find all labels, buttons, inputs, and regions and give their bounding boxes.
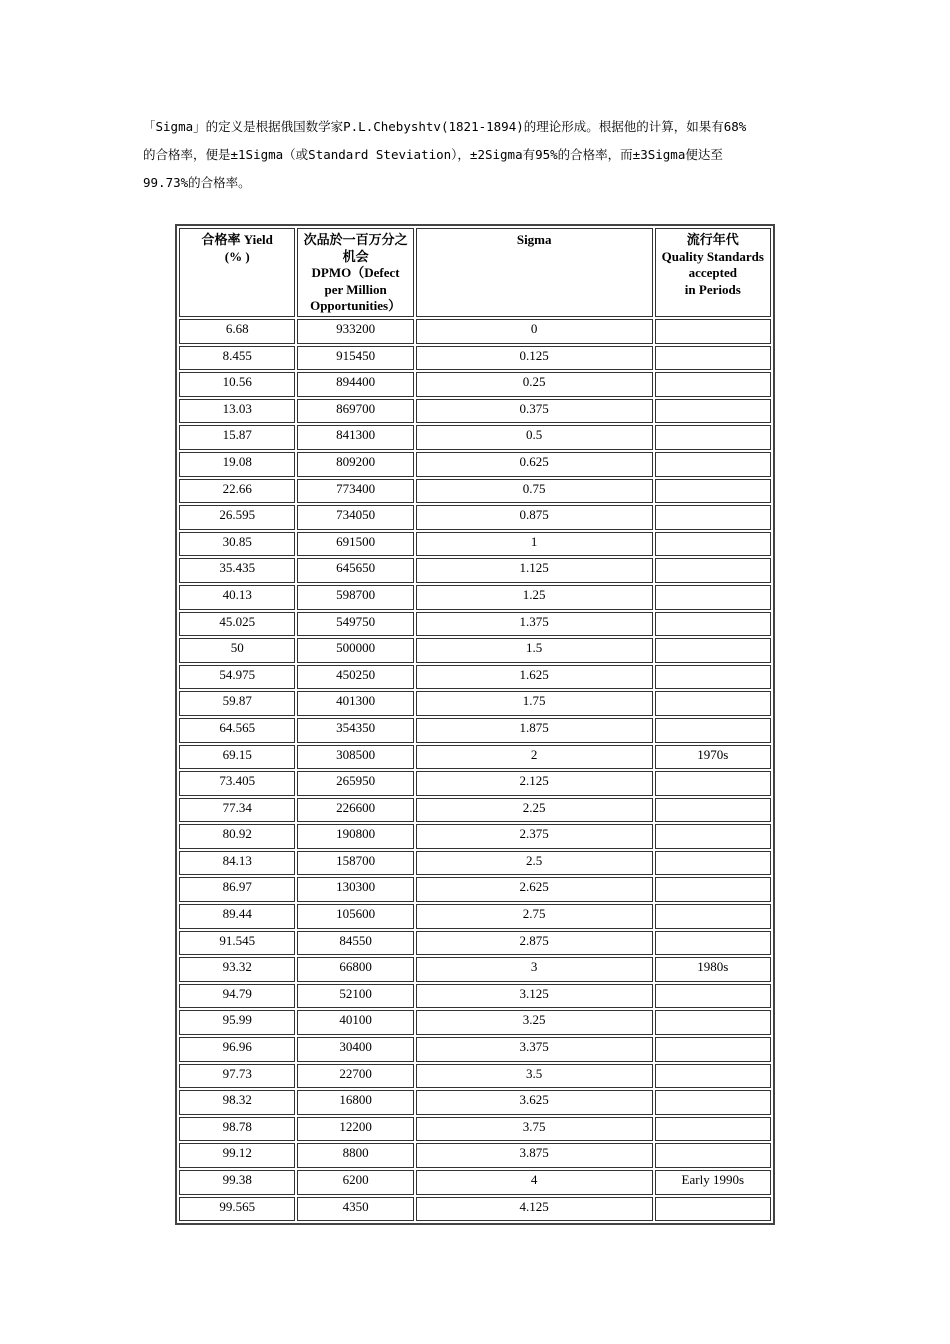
period-cell	[655, 904, 771, 929]
period-cell	[655, 1037, 771, 1062]
period-cell	[655, 1064, 771, 1089]
yield-cell: 99.565	[179, 1197, 295, 1222]
table-row	[179, 718, 771, 743]
yield-cell: 54.975	[179, 665, 295, 690]
sigma-cell: 4	[416, 1170, 653, 1195]
dpmo-cell: 30400	[297, 1037, 413, 1062]
yield-cell: 99.12	[179, 1143, 295, 1168]
yield-cell: 22.66	[179, 479, 295, 504]
dpmo-cell: 16800	[297, 1090, 413, 1115]
table-row	[179, 665, 771, 690]
table-row	[179, 479, 771, 504]
table-row	[179, 346, 771, 371]
table-body	[179, 319, 771, 1221]
table-row	[179, 824, 771, 849]
yield-cell: 98.78	[179, 1117, 295, 1142]
yield-cell: 26.595	[179, 505, 295, 530]
yield-cell: 91.545	[179, 931, 295, 956]
yield-cell: 19.08	[179, 452, 295, 477]
period-cell	[655, 638, 771, 663]
yield-cell: 95.99	[179, 1010, 295, 1035]
table-row	[179, 638, 771, 663]
period-cell	[655, 984, 771, 1009]
period-cell	[655, 1197, 771, 1222]
table-row	[179, 452, 771, 477]
sigma-cell: 3.875	[416, 1143, 653, 1168]
period-cell	[655, 558, 771, 583]
sigma-cell: 3.125	[416, 984, 653, 1009]
period-cell	[655, 585, 771, 610]
period-cell	[655, 532, 771, 557]
dpmo-cell: 265950	[297, 771, 413, 796]
yield-cell: 96.96	[179, 1037, 295, 1062]
sigma-cell: 3	[416, 957, 653, 982]
yield-cell: 50	[179, 638, 295, 663]
yield-cell: 40.13	[179, 585, 295, 610]
yield-cell: 77.34	[179, 798, 295, 823]
intro-line: 「Sigma」的定义是根据俄国数学家P.L.Chebyshtv(1821-1894)的理论形成。根据他的计算，如果有68%	[143, 119, 747, 134]
sigma-cell: 0.25	[416, 372, 653, 397]
sigma-cell: 1.875	[416, 718, 653, 743]
dpmo-cell: 66800	[297, 957, 413, 982]
period-cell	[655, 771, 771, 796]
dpmo-cell: 190800	[297, 824, 413, 849]
yield-cell: 69.15	[179, 745, 295, 770]
table-row	[179, 877, 771, 902]
table-row	[179, 399, 771, 424]
sigma-cell: 3.5	[416, 1064, 653, 1089]
yield-cell: 97.73	[179, 1064, 295, 1089]
dpmo-cell: 869700	[297, 399, 413, 424]
dpmo-cell: 226600	[297, 798, 413, 823]
table-row	[179, 1064, 771, 1089]
dpmo-cell: 52100	[297, 984, 413, 1009]
table-row	[179, 957, 771, 982]
sigma-cell: 1.625	[416, 665, 653, 690]
table-row	[179, 1037, 771, 1062]
table-row	[179, 558, 771, 583]
header-sigma: Sigma	[416, 228, 653, 317]
table-row	[179, 745, 771, 770]
dpmo-cell: 401300	[297, 691, 413, 716]
table-row	[179, 372, 771, 397]
yield-cell: 89.44	[179, 904, 295, 929]
dpmo-cell: 734050	[297, 505, 413, 530]
table-row	[179, 1117, 771, 1142]
dpmo-cell: 841300	[297, 425, 413, 450]
sigma-cell: 3.75	[416, 1117, 653, 1142]
yield-cell: 86.97	[179, 877, 295, 902]
dpmo-cell: 40100	[297, 1010, 413, 1035]
header-yield: 合格率 Yield (% )	[179, 228, 295, 317]
sigma-cell: 4.125	[416, 1197, 653, 1222]
intro-line: 99.73%的合格率。	[143, 175, 251, 190]
table-row	[179, 851, 771, 876]
period-cell	[655, 319, 771, 344]
yield-cell: 15.87	[179, 425, 295, 450]
dpmo-cell: 894400	[297, 372, 413, 397]
dpmo-cell: 308500	[297, 745, 413, 770]
period-cell	[655, 851, 771, 876]
yield-cell: 30.85	[179, 532, 295, 557]
period-cell: Early 1990s	[655, 1170, 771, 1195]
table-row	[179, 798, 771, 823]
yield-cell: 6.68	[179, 319, 295, 344]
yield-cell: 80.92	[179, 824, 295, 849]
dpmo-cell: 933200	[297, 319, 413, 344]
period-cell	[655, 718, 771, 743]
dpmo-cell: 22700	[297, 1064, 413, 1089]
sigma-cell: 0.625	[416, 452, 653, 477]
table-row	[179, 1197, 771, 1222]
sigma-cell: 2.375	[416, 824, 653, 849]
sigma-cell: 2.75	[416, 904, 653, 929]
sigma-cell: 2.625	[416, 877, 653, 902]
sigma-cell: 1	[416, 532, 653, 557]
header-dpmo: 次品於一百万分之 机会 DPMO（Defect per Million Opportunities）	[297, 228, 413, 317]
dpmo-cell: 105600	[297, 904, 413, 929]
period-cell: 1980s	[655, 957, 771, 982]
yield-cell: 59.87	[179, 691, 295, 716]
intro-line: 的合格率，便是±1Sigma（或Standard Steviation），±2Sigma有95%的合格率，而±3Sigma便达至	[143, 147, 723, 162]
table-row	[179, 425, 771, 450]
dpmo-cell: 84550	[297, 931, 413, 956]
dpmo-cell: 809200	[297, 452, 413, 477]
dpmo-cell: 4350	[297, 1197, 413, 1222]
period-cell	[655, 931, 771, 956]
table-row	[179, 1170, 771, 1195]
sigma-cell: 3.625	[416, 1090, 653, 1115]
dpmo-cell: 450250	[297, 665, 413, 690]
sigma-cell: 2.5	[416, 851, 653, 876]
dpmo-cell: 500000	[297, 638, 413, 663]
header-period: 流行年代 Quality Standards accepted in Periods	[655, 228, 771, 317]
yield-cell: 98.32	[179, 1090, 295, 1115]
sigma-cell: 1.125	[416, 558, 653, 583]
sigma-cell: 0	[416, 319, 653, 344]
table-row	[179, 612, 771, 637]
yield-cell: 64.565	[179, 718, 295, 743]
period-cell	[655, 877, 771, 902]
dpmo-cell: 158700	[297, 851, 413, 876]
sigma-cell: 2.875	[416, 931, 653, 956]
sigma-cell: 0.5	[416, 425, 653, 450]
period-cell	[655, 1143, 771, 1168]
sigma-yield-table	[175, 224, 775, 1225]
table-row	[179, 585, 771, 610]
period-cell	[655, 425, 771, 450]
period-cell	[655, 798, 771, 823]
intro-paragraph	[143, 113, 803, 197]
sigma-cell: 1.5	[416, 638, 653, 663]
yield-cell: 93.32	[179, 957, 295, 982]
yield-cell: 73.405	[179, 771, 295, 796]
sigma-cell: 0.125	[416, 346, 653, 371]
period-cell	[655, 612, 771, 637]
table-row	[179, 532, 771, 557]
sigma-cell: 2	[416, 745, 653, 770]
table-row	[179, 505, 771, 530]
sigma-cell: 1.25	[416, 585, 653, 610]
period-cell	[655, 1010, 771, 1035]
dpmo-cell: 915450	[297, 346, 413, 371]
yield-cell: 8.455	[179, 346, 295, 371]
dpmo-cell: 549750	[297, 612, 413, 637]
sigma-cell: 1.375	[416, 612, 653, 637]
period-cell	[655, 372, 771, 397]
sigma-cell: 3.25	[416, 1010, 653, 1035]
period-cell	[655, 824, 771, 849]
sigma-cell: 1.75	[416, 691, 653, 716]
dpmo-cell: 354350	[297, 718, 413, 743]
sigma-cell: 0.75	[416, 479, 653, 504]
table-row	[179, 771, 771, 796]
table-row	[179, 691, 771, 716]
period-cell	[655, 399, 771, 424]
sigma-cell: 0.875	[416, 505, 653, 530]
sigma-cell: 2.125	[416, 771, 653, 796]
period-cell	[655, 1090, 771, 1115]
table-row	[179, 984, 771, 1009]
table-row	[179, 1143, 771, 1168]
yield-cell: 94.79	[179, 984, 295, 1009]
period-cell	[655, 691, 771, 716]
yield-cell: 35.435	[179, 558, 295, 583]
period-cell	[655, 346, 771, 371]
sigma-cell: 0.375	[416, 399, 653, 424]
period-cell	[655, 479, 771, 504]
yield-cell: 99.38	[179, 1170, 295, 1195]
period-cell	[655, 452, 771, 477]
dpmo-cell: 8800	[297, 1143, 413, 1168]
dpmo-cell: 773400	[297, 479, 413, 504]
table-row	[179, 931, 771, 956]
sigma-cell: 3.375	[416, 1037, 653, 1062]
table-row	[179, 1010, 771, 1035]
yield-cell: 45.025	[179, 612, 295, 637]
dpmo-cell: 6200	[297, 1170, 413, 1195]
sigma-cell: 2.25	[416, 798, 653, 823]
dpmo-cell: 645650	[297, 558, 413, 583]
period-cell	[655, 505, 771, 530]
table-row	[179, 1090, 771, 1115]
dpmo-cell: 130300	[297, 877, 413, 902]
table-row	[179, 319, 771, 344]
yield-cell: 84.13	[179, 851, 295, 876]
table-header-row	[179, 228, 771, 317]
dpmo-cell: 12200	[297, 1117, 413, 1142]
yield-cell: 10.56	[179, 372, 295, 397]
yield-cell: 13.03	[179, 399, 295, 424]
dpmo-cell: 598700	[297, 585, 413, 610]
period-cell	[655, 1117, 771, 1142]
period-cell: 1970s	[655, 745, 771, 770]
table-row	[179, 904, 771, 929]
period-cell	[655, 665, 771, 690]
dpmo-cell: 691500	[297, 532, 413, 557]
